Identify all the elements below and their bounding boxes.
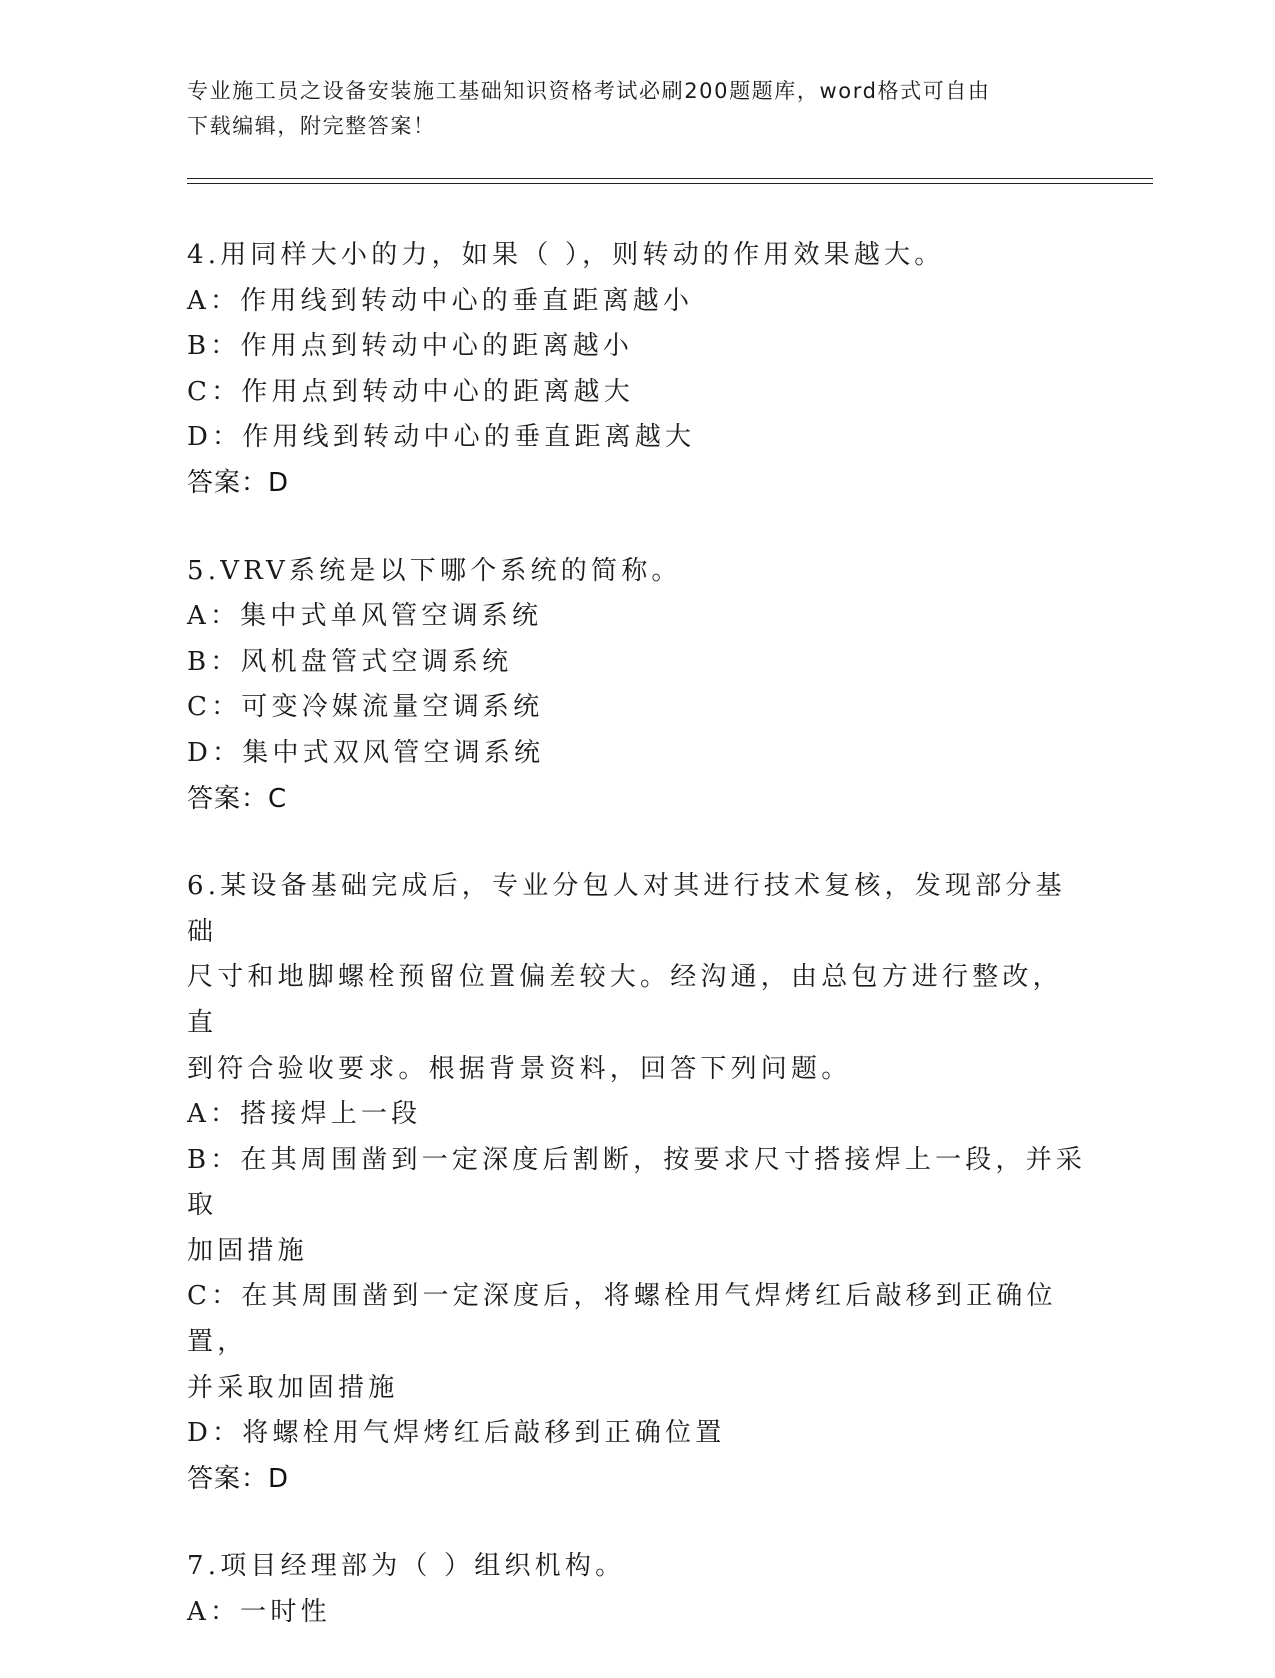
question-stem-line: 7.项目经理部为（ ）组织机构。 xyxy=(187,1551,626,1582)
option-line: C：可变冷媒流量空调系统 xyxy=(187,692,544,723)
question-stem-line: 5.VRV系统是以下哪个系统的简称。 xyxy=(187,555,682,586)
answer-line xyxy=(187,777,1087,823)
header-divider-top xyxy=(187,178,1153,179)
question-block xyxy=(187,864,1087,1502)
answer-line xyxy=(187,461,1087,507)
option-line: A：作用线到转动中心的垂直距离越小 xyxy=(187,285,694,316)
answer-value: C xyxy=(268,783,287,814)
question-block xyxy=(187,233,1087,507)
question-list xyxy=(187,233,1087,1678)
option-line: B：作用点到转动中心的距离越小 xyxy=(187,331,634,362)
question-block xyxy=(187,549,1087,823)
option-line: A：一时性 xyxy=(187,1597,331,1628)
option-line: 加固措施 xyxy=(187,1235,308,1266)
option-line: A：集中式单风管空调系统 xyxy=(187,601,543,632)
question-block xyxy=(187,1544,1087,1635)
option-line: C：在其周围凿到一定深度后，将螺栓用气焊烤红后敲移到正确位置， xyxy=(187,1281,1057,1358)
option-line: B：风机盘管式空调系统 xyxy=(187,646,513,677)
option-line: C：作用点到转动中心的距离越大 xyxy=(187,376,634,407)
option-line: D：集中式双风管空调系统 xyxy=(187,737,545,768)
question-stem-line: 4.用同样大小的力，如果（ ），则转动的作用效果越大。 xyxy=(187,240,945,270)
header-line-2: 下载编辑，附完整答案！ xyxy=(187,114,436,138)
answer-label: 答案： xyxy=(187,783,269,814)
option-line: B：在其周围凿到一定深度后割断，按要求尺寸搭接焊上一段，并采取 xyxy=(187,1144,1087,1221)
answer-label: 答案： xyxy=(187,1463,269,1494)
option-line: 并采取加固措施 xyxy=(187,1372,399,1403)
option-line: D：作用线到转动中心的垂直距离越大 xyxy=(187,422,696,453)
question-stem-line: 6.某设备基础完成后，专业分包人对其进行技术复核，发现部分基础 xyxy=(187,871,1066,947)
option-line: D：将螺栓用气焊烤红后敲移到正确位置 xyxy=(187,1418,726,1449)
answer-line xyxy=(187,1457,1087,1503)
header-line-1: 专业施工员之设备安装施工基础知识资格考试必刷200题题库，word格式可自由 xyxy=(187,79,991,103)
question-stem-line: 到符合验收要求。根据背景资料，回答下列问题。 xyxy=(187,1053,852,1084)
answer-label: 答案： xyxy=(187,467,269,498)
option-line: A：搭接焊上一段 xyxy=(187,1099,422,1130)
answer-value: D xyxy=(268,1463,289,1494)
question-stem-line: 尺寸和地脚螺栓预留位置偏差较大。经沟通，由总包方进行整改，直 xyxy=(187,962,1063,1038)
header-divider-bottom xyxy=(187,183,1153,184)
answer-value: D xyxy=(268,467,289,498)
document-header xyxy=(187,74,1067,144)
